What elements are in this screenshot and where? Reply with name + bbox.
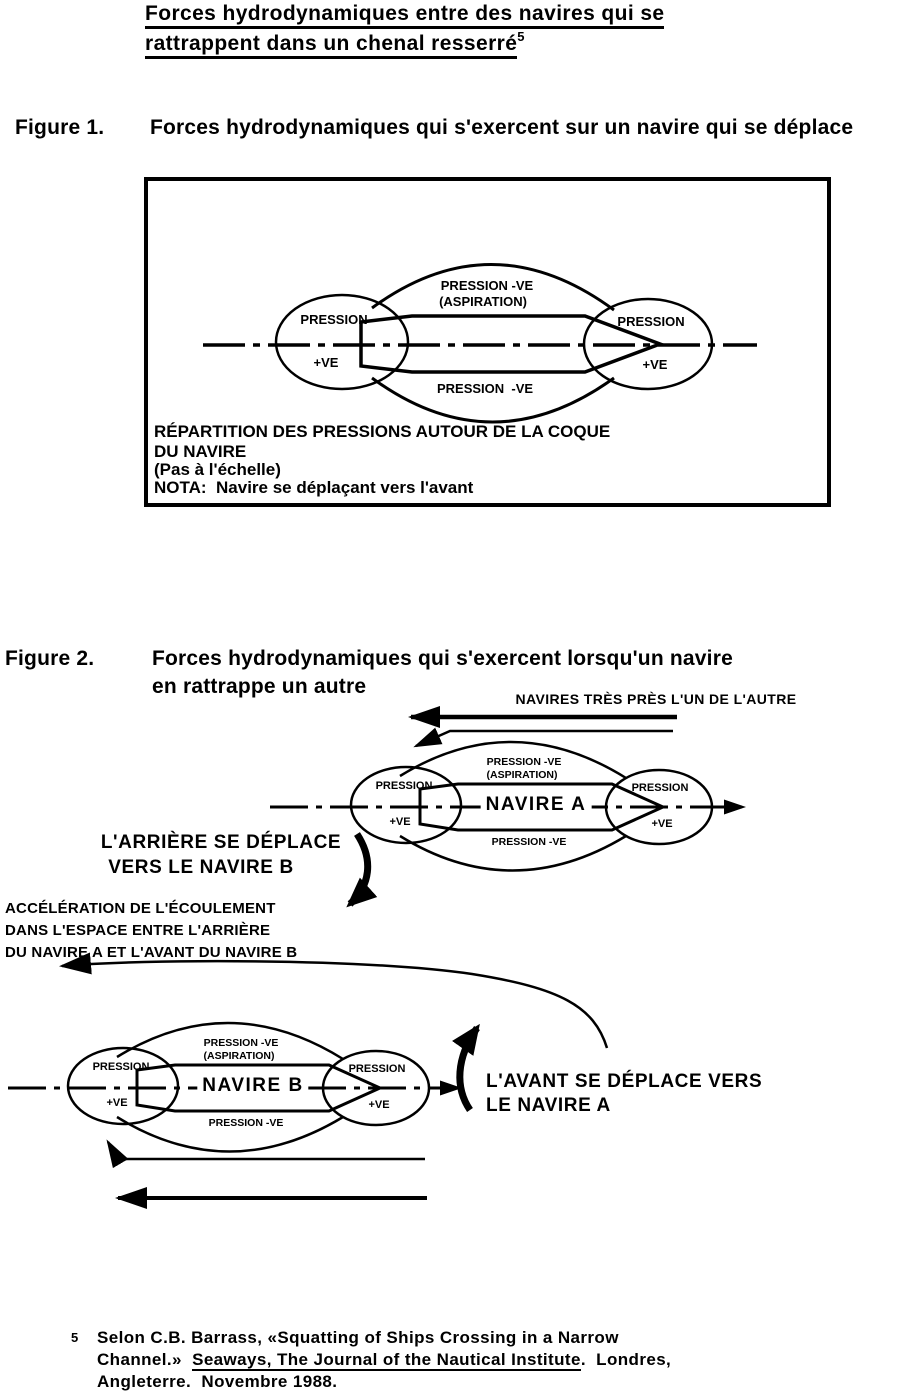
footnote-journal-title: Seaways, The Journal of the Nautical Institute [192,1350,581,1369]
bow-note-line2: LE NAVIRE A [486,1095,611,1116]
fig1-note-line3: (Pas à l'échelle) [154,460,281,479]
figure2-caption-line1: Forces hydrodynamiques qui s'exercent lorsqu'un navire [152,647,733,670]
bow-swing-arrow [460,1028,477,1110]
shipA-stern-pressure-label: PRESSION [375,780,433,792]
stern-note-line2: VERS LE NAVIRE B [108,857,294,878]
fig1-bottom-label: PRESSION -VE [436,381,534,396]
shipA-name: NAVIRE A [481,795,592,815]
figure1-label: Figure 1. [15,116,105,139]
shipB-bow-pressure-label: PRESSION [348,1063,406,1075]
flow-arrow-below-bent [108,1142,425,1159]
stern-swing-arrow [350,834,368,904]
footnote-line3: Angleterre. Novembre 1988. [97,1372,338,1391]
figure2-label: Figure 2. [5,647,95,670]
flow-arrow-lower [416,731,673,746]
fig1-stern-positive-label: +VE [313,355,339,370]
shipA-bottom-label: PRESSION -VE [491,836,567,848]
flow-note-line2: DANS L'ESPACE ENTRE L'ARRIÈRE [5,922,271,939]
footnote-reference: 5 [517,29,525,44]
shipB-top-label-line2: (ASPIRATION) [203,1050,275,1062]
accelerated-flow-arrow [62,961,607,1048]
figure1-diagram [146,179,829,505]
shipB-stern-pressure-label: PRESSION [92,1061,150,1073]
fig1-bow-positive-label: +VE [642,357,668,372]
figure1-caption: Forces hydrodynamiques qui s'exercent sur un navire qui se déplace [150,116,854,139]
fig1-note-line4: NOTA: Navire se déplaçant vers l'avant [154,478,474,497]
fig1-stern-pressure-label: PRESSION [300,312,368,327]
fig1-bow-pressure-label: PRESSION [617,314,685,329]
shipA-bow-pressure-label: PRESSION [631,782,689,794]
footnote-line1: Selon C.B. Barrass, «Squatting of Ships Crossing in a Narrow [97,1328,619,1347]
shipA-stern-positive-label: +VE [389,816,411,828]
shipB-bottom-label: PRESSION -VE [208,1117,284,1129]
fig1-note-line2: DU NAVIRE [154,442,247,461]
shipB-top-label-line1: PRESSION -VE [203,1037,279,1049]
flow-note-line1: ACCÉLÉRATION DE L'ÉCOULEMENT [5,900,276,917]
shipA-top-label-line2: (ASPIRATION) [486,769,558,781]
ships-close-label: NAVIRES TRÈS PRÈS L'UN DE L'AUTRE [515,691,797,707]
footnote-marker: 5 [71,1330,79,1345]
shipB-stern-positive-label: +VE [106,1097,128,1109]
shipB-stern-pressure-bubble [68,1048,178,1124]
fig1-top-label-line2: (ASPIRATION) [439,294,527,309]
flow-note-line3: DU NAVIRE A ET L'AVANT DU NAVIRE B [5,944,298,961]
shipB-bow-positive-label: +VE [368,1099,390,1111]
shipB-name: NAVIRE B [197,1076,308,1096]
bow-note-line1: L'AVANT SE DÉPLACE VERS [486,1071,763,1092]
shipA-stern-pressure-bubble [351,767,461,843]
fig1-stern-pressure-bubble [276,295,408,389]
shipA-top-label-line1: PRESSION -VE [486,756,562,768]
footnote-line2: Channel.» Seaways, The Journal of the Nautical Institute. Londres, [97,1350,672,1369]
shipA-bow-positive-label: +VE [651,818,673,830]
fig1-note-line1: RÉPARTITION DES PRESSIONS AUTOUR DE LA COQUE [154,422,611,441]
figure1-frame [146,179,829,505]
stern-note-line1: L'ARRIÈRE SE DÉPLACE [100,832,342,853]
fig1-top-label-line1: PRESSION -VE [440,278,534,293]
figure2-caption-line2: en rattrappe un autre [152,675,367,698]
page-title-line1: Forces hydrodynamiques entre des navires qui se [145,2,664,26]
page-title-line2: rattrappent dans un chenal resserré$^5$ [145,29,525,56]
